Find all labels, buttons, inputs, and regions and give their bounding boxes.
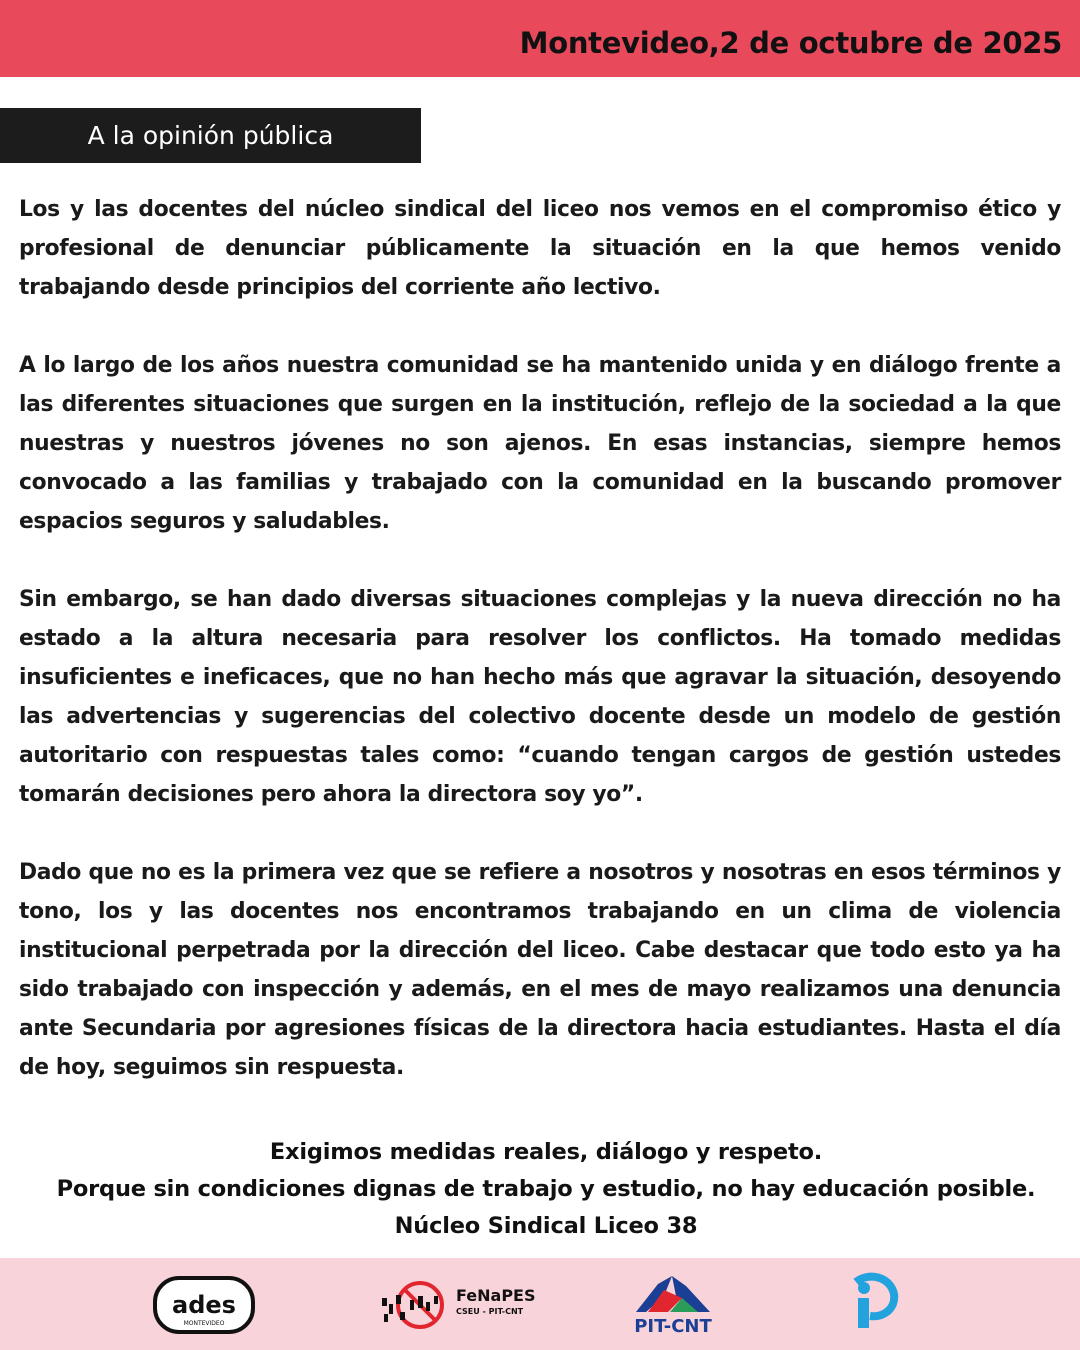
fenapes-logo-text: FeNaPES	[456, 1286, 536, 1305]
paragraph-4: Dado que no es la primera vez que se refiere a nosotros y nosotras en esos términos y tono, los y las docentes nos encontramos trabajando en un clima de violencia institucional perpetrada por la dirección del liceo. Cabe destacar que todo esto ya ha sido trabajado con inspección y además, en el mes de mayo realizamos una denuncia ante Secundaria por agresiones físicas de la directora hacia estudiantes. Hasta el día de hoy, seguimos sin respuesta.	[19, 860, 1061, 1080]
closing-line-2: Porque sin condiciones dignas de trabajo y estudio, no hay educación posible.	[56, 1176, 1036, 1202]
fenapes-logo	[376, 1270, 536, 1340]
ades-logo-text: ades	[172, 1291, 236, 1319]
paragraph-2: A lo largo de los años nuestra comunidad se ha mantenido unida y en diálogo frente a las diferentes situaciones que surgen en la institución, reflejo de la sociedad a la que nuestras y nuestros jóvenes no son ajenos. En esas instancias, siempre hemos convocado a las familias y trabajado con la comunidad en la buscando promover espacios seguros y saludables.	[19, 353, 1061, 534]
paragraph-3: Sin embargo, se han dado diversas situaciones complejas y la nueva dirección no ha estado a la altura necesaria para resolver los conflictos. Ha tomado medidas insuficientes e ineficaces, que no han hecho más que agravar la situación, desoyendo las advertencias y sugerencias del colectivo docente desde un modelo de gestión autoritario con respuestas tales como: “cuando tengan cargos de gestión ustedes tomarán decisiones pero ahora la directora soy yo”.	[19, 587, 1061, 807]
ades-logo-subtext: MONTEVIDEO	[183, 1320, 225, 1327]
paragraph-1: Los y las docentes del núcleo sindical del liceo nos vemos en el compromiso ético y profesional de denunciar públicamente la situación en la que hemos venido trabajando desde principios del corriente año lectivo.	[19, 197, 1061, 300]
fenapes-logo-subtext: CSEU - PIT-CNT	[456, 1307, 524, 1316]
pit-cnt-logo	[628, 1270, 718, 1340]
info-i-logo	[838, 1270, 900, 1340]
date-line: Montevideo,2 de octubre de 2025	[519, 26, 1062, 60]
closing-line-1: Exigimos medidas reales, diálogo y respeto.	[269, 1139, 823, 1165]
page-title: A la opinión pública	[0, 108, 421, 163]
pit-cnt-logo-text: PIT-CNT	[634, 1316, 712, 1337]
signature: Núcleo Sindical Liceo 38	[394, 1213, 698, 1239]
letter-body	[19, 190, 1061, 1126]
ades-logo	[152, 1270, 256, 1340]
closing-statement	[0, 1134, 1080, 1245]
info-i-logo-text: i	[876, 1308, 877, 1309]
